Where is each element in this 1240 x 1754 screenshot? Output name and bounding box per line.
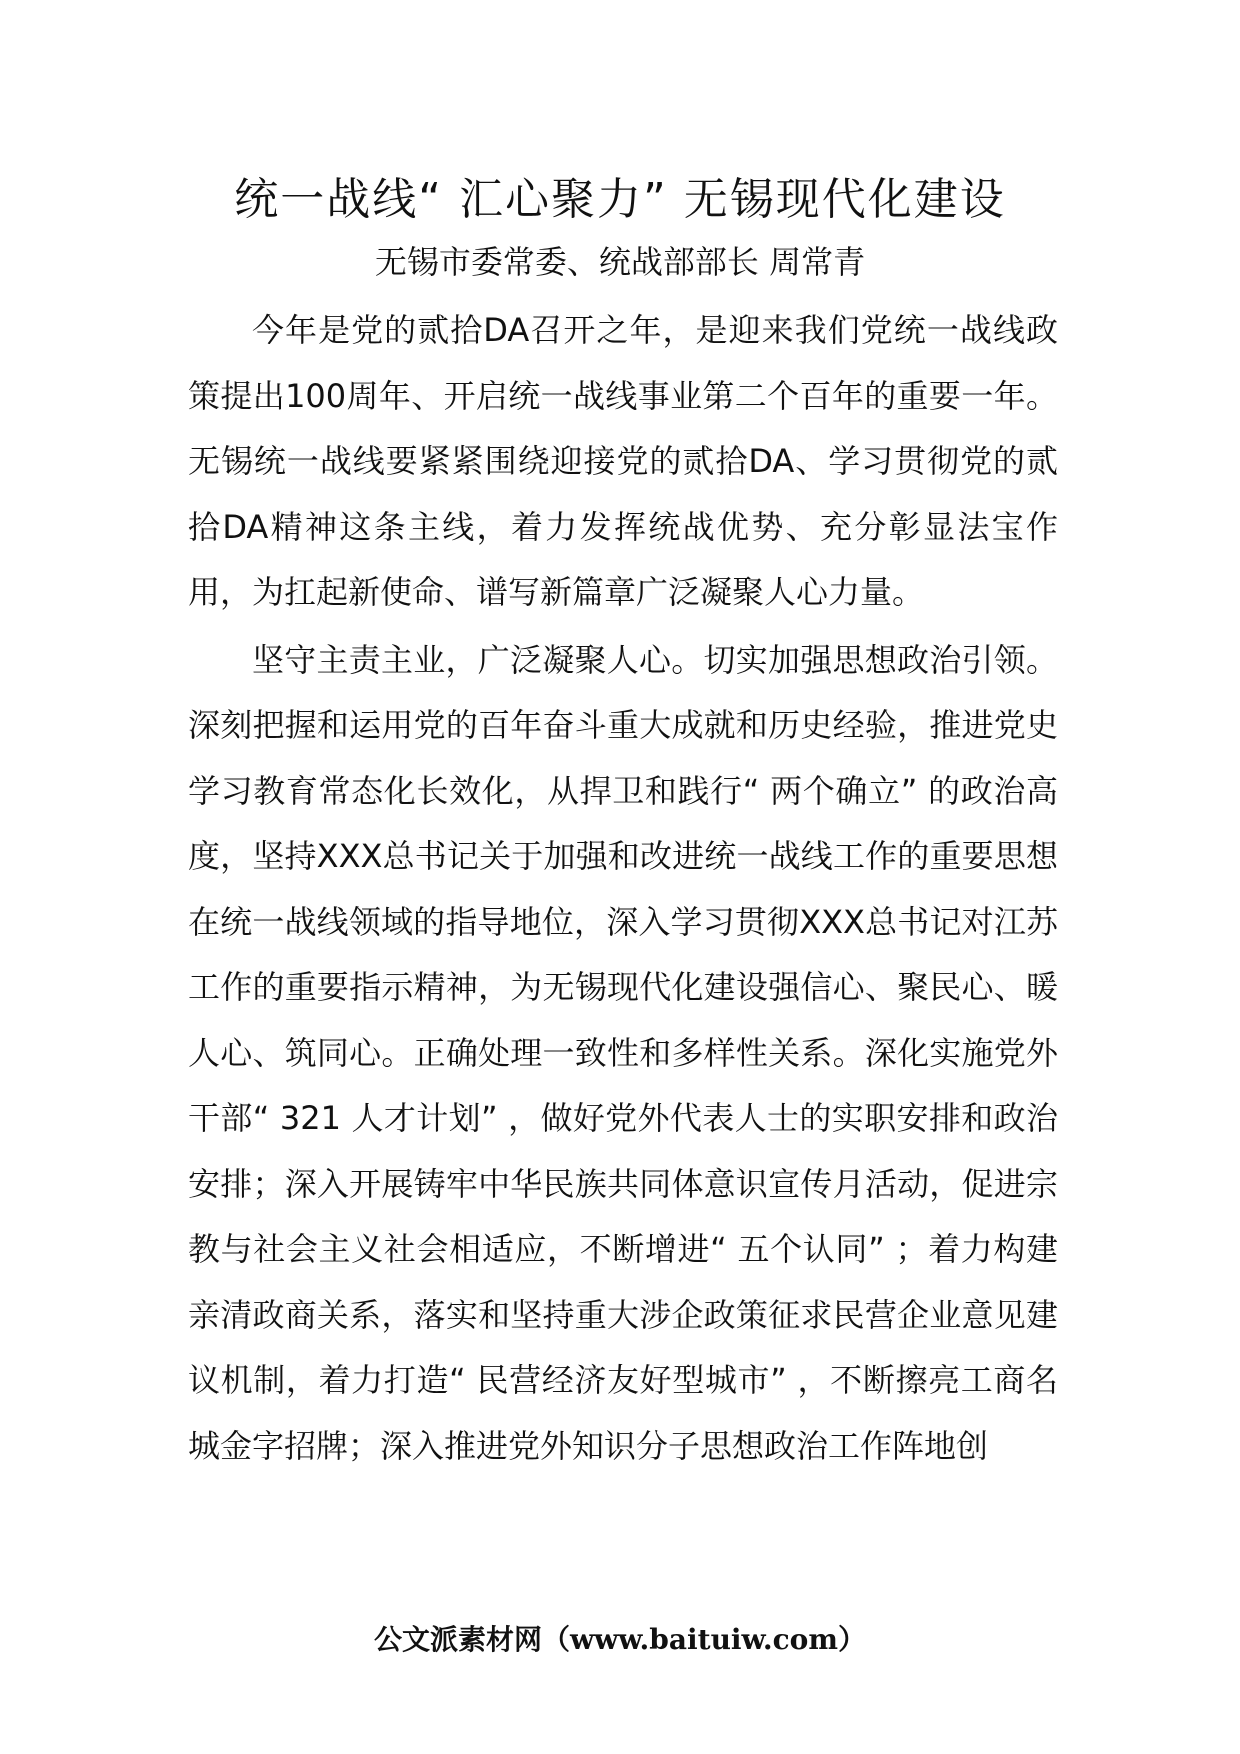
- document-body: [188, 298, 1058, 1479]
- document-title: 统一战线“ 汇心聚力” 无锡现代化建设: [234, 174, 1006, 225]
- author-line: 无锡市委常委、统战部部长 周常青: [374, 243, 866, 281]
- footer-watermark: 公文派素材网（www.baituiw.com）: [374, 1623, 866, 1656]
- paragraph-intro: 今年是党的贰拾DA召开之年，是迎来我们党统一战线政策提出100周年、开启统一战线事业第二个百年的重要一年。无锡统一战线要紧紧围绕迎接党的贰拾DA、学习贯彻党的贰拾DA精神这条主线，着力发挥统战优势、充分彰显法宝作用，为扛起新使命、谱写新篇章广泛凝聚人心力量。: [188, 311, 1058, 611]
- paragraph-main: 坚守主责主业，广泛凝聚人心。切实加强思想政治引领。深刻把握和运用党的百年奋斗重大成就和历史经验，推进党史学习教育常态化长效化，从捍卫和践行“ 两个确立” 的政治高度，坚持XXX总书记关于加强和改进统一战线工作的重要思想在统一战线领域的指导地位，深入学习贯彻XXX总书记对江苏工作的重要指示精神，为无锡现代化建设强信心、聚民心、暖人心、筑同心。正确处理一致性和多样性关系。深化实施党外干部“ 321 人才计划” ，做好党外代表人士的实职安排和政治安排；深入开展铸牢中华民族共同体意识宣传月活动，促进宗教与社会主义社会相适应，不断增进“ 五个认同” ；着力构建亲清政商关系，落实和坚持重大涉企政策征求民营企业意见建议机制，着力打造“ 民营经济友好型城市” ，不断擦亮工商名城金字招牌；深入推进党外知识分子思想政治工作阵地创: [188, 640, 1058, 1465]
